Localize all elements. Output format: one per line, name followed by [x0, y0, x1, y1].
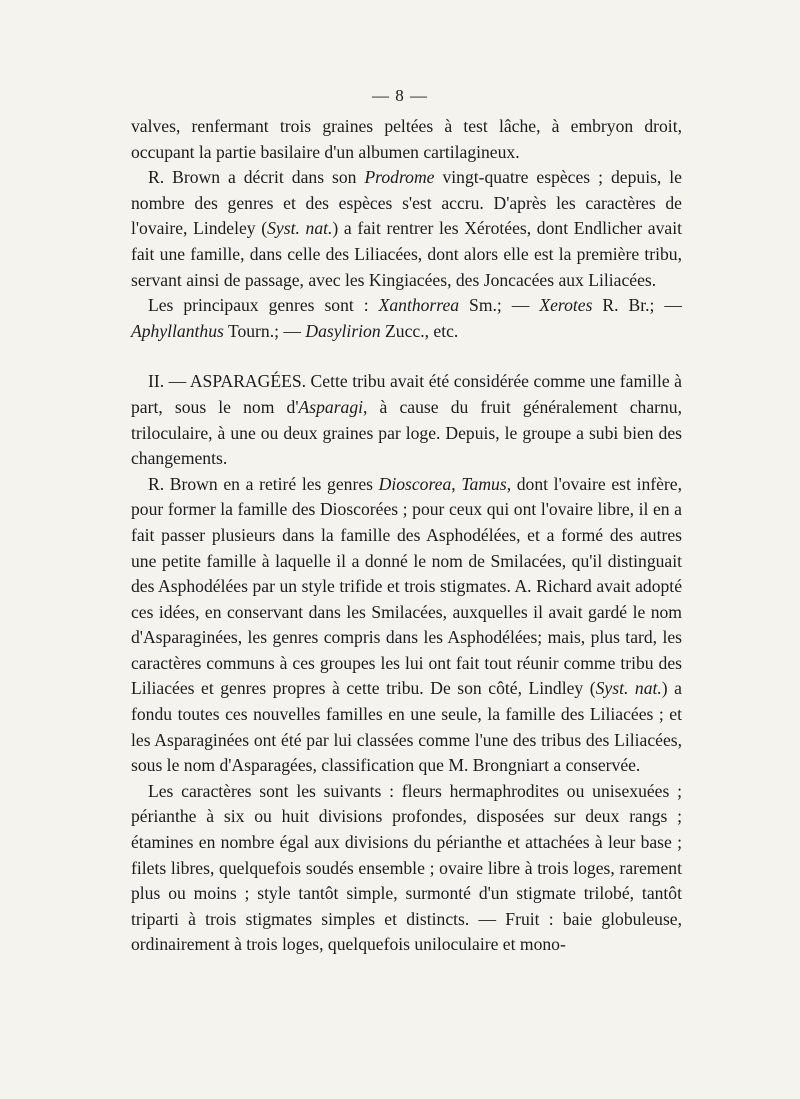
paragraph: [131, 293, 682, 344]
italic-term: Xanthorrea: [378, 295, 460, 316]
text-run: vingt-quatre espèces ; depuis, le nombre des genres et des espèces s'est accru. D'après les caractères de l'ovaire, Lindeley (: [131, 167, 682, 239]
text-run: , à cause du fruit généralement charnu, triloculaire, à une ou deux graines par loge. Depuis, le groupe a subi bien des changements.: [131, 396, 682, 469]
paragraph: [131, 779, 682, 958]
text-run: Les caractères sont les suivants : fleurs hermaphrodites ou unisexuées ; périanthe à six ou huit divisions profondes, disposées sur deux rangs ; étamines en nombre égal aux divisions du périanthe et attachées à leur base ; filets libres, quelquefois soudés ensemble ; ovaire libre à trois loges, rarement plus ou moins ; style tantôt simple, surmonté d'un stigmate trilobé, tantôt triparti à trois stigmates simples et distincts. — Fruit : baie globuleuse, ordinairement à trois loges, quelquefois uniloculaire et mono-: [131, 780, 682, 955]
text-run: Les principaux genres sont :: [148, 295, 379, 316]
text-run: R. Br.; —: [592, 295, 682, 316]
italic-term: Xerotes: [539, 295, 593, 316]
text-run: ) a fondu toutes ces nouvelles familles en une seule, la famille des Liliacées ; et les Asparaginées ont été par lui classées comme l'une des tribus des Liliacées, sous le nom d'Asparagées, classification que M. Brongniart a conservée.: [131, 678, 682, 776]
text-run: Tourn.; —: [223, 320, 306, 341]
text-run: R. Brown a décrit dans son: [148, 167, 365, 188]
italic-term: Asparagi: [298, 396, 364, 417]
text-run: ) a fait rentrer les Xérotées, dont Endlicher avait fait une famille, dans celle des Liliacées, dont alors elle est la première tribu, servant ainsi de passage, avec les Kingiacées, des Joncacées aux Liliacées.: [131, 218, 682, 290]
italic-term: Syst. nat.: [267, 218, 333, 239]
text-run: , dont l'ovaire est infère, pour former la famille des Dioscorées ; pour ceux qui ont l'ovaire libre, il en a fait passer plusieurs dans la famille des Asphodélées, et a formé des autres une petite famille à laquelle il a donné le nom de Smilacées, qu'il distinguait des Asphodélées par un style trifide et trois stigmates. A. Richard avait adopté ces idées, en conservant dans les Smilacées, auxquelles il avait gardé le nom d'Asparaginées, les genres compris dans les Asphodélées; mais, plus tard, les caractères communs à ces groupes les lui ont fait tout réunir comme tribu des Liliacées et genres propres à cette tribu. De son côté, Lindley (: [131, 473, 682, 699]
text-run: R. Brown en a retiré les genres: [148, 473, 379, 494]
italic-term: Tamus: [461, 473, 507, 494]
page-number: — 8 —: [372, 86, 428, 105]
italic-term: Prodrome: [364, 167, 435, 188]
text-run: Sm.; —: [459, 295, 540, 316]
paragraph: [131, 165, 682, 293]
text-run: valves, renfermant trois graines peltées à test lâche, à embryon droit, occupant la partie basilaire d'un albumen cartilagineux.: [131, 116, 682, 162]
text-run: II. — ASPARAGÉES. Cette tribu avait été considérée comme une famille à part, sous le nom d': [131, 371, 682, 417]
italic-term: Dioscorea: [378, 473, 452, 494]
text-run: Zucc., etc.: [380, 320, 459, 341]
text-run: ,: [451, 473, 462, 494]
body-text: [131, 114, 682, 958]
paragraph: [131, 369, 682, 471]
paragraph: [131, 472, 682, 779]
paragraph: [131, 114, 682, 165]
italic-term: Syst. nat.: [595, 678, 662, 699]
italic-term: Aphyllanthus: [131, 320, 224, 341]
italic-term: Dasylirion: [305, 320, 381, 341]
